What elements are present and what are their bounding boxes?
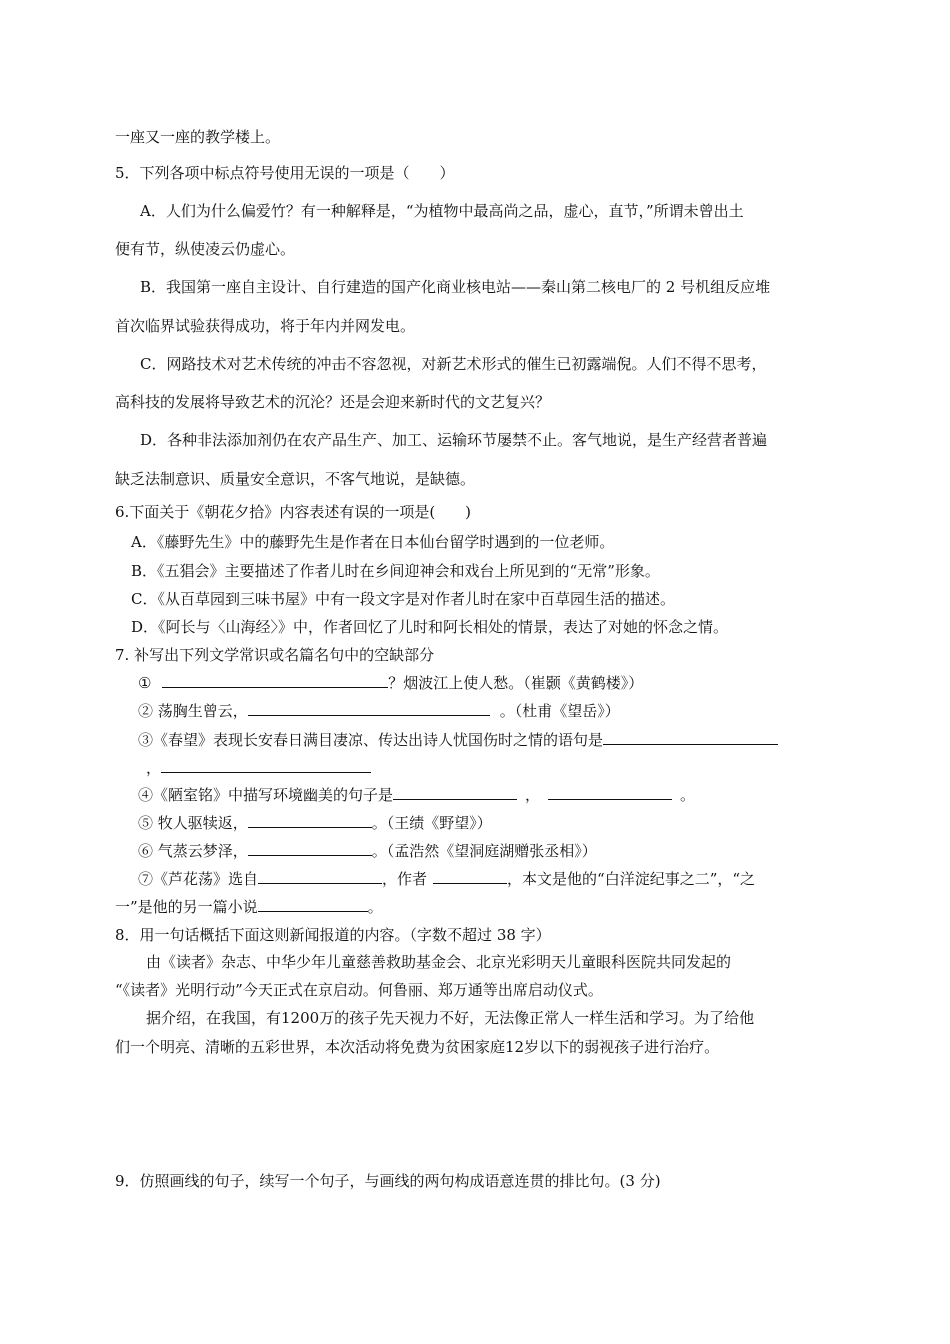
q7-item4-blank-1[interactable] [393,785,517,800]
q8-news-p2-line2: 们一个明亮、清晰的五彩世界，本次活动将免费为贫困家庭12岁以下的弱视孩子进行治疗。 [115,1038,720,1056]
q7-item2-text: ② 荡胸生曾云， [138,702,248,720]
q7-item3 [138,730,778,750]
q7-item3-line2 [146,758,371,778]
q7-item6-source: 。（孟浩然《望洞庭湖赠张丞相》） [371,842,597,860]
q7-item7-author-label: ，作者 [382,870,428,888]
q5-option-c-line2: 高科技的发展将导致艺术的沉沦？还是会迎来新时代的文艺复兴？ [115,393,551,411]
q8-stem: 8．用一句话概括下面这则新闻报道的内容。（字数不超过 38 字） [115,926,551,944]
q7-item7-text: ⑦《芦花荡》选自 [138,870,259,888]
q7-item1-text: ？烟波江上使人愁。（崔颢《黄鹤楼》） [388,674,644,692]
q7-item3-blank-2[interactable] [161,758,371,773]
q7-item7-line2 [115,897,383,917]
q7-item6-text: ⑥ 气蒸云梦泽， [138,842,248,860]
q7-item2-blank[interactable] [248,701,490,716]
q7-item2 [138,701,620,721]
q6-option-b: B．《五猖会》主要描述了作者儿时在乡间迎神会和戏台上所见到的“无常”形象。 [131,562,660,580]
q7-item1-blank[interactable] [162,673,388,688]
q7-item4-period: 。 [680,786,696,804]
q5-option-b-line1: B．我国第一座自主设计、自行建造的国产化商业核电站——秦山第二核电厂的 2 号机组反应堆 [140,278,771,296]
q7-item3-text: ③《春望》表现长安春日满目凄凉、传达出诗人忧国伤时之情的语句是 [138,731,604,749]
q7-item7-end: 。 [367,898,383,916]
q9-stem: 9．仿照画线的句子，续写一个句子，与画线的两句构成语意连贯的排比句。(3 分) [115,1172,661,1190]
q5-option-c-line1: C．网路技术对艺术传统的冲击不容忽视，对新艺术形式的催生已初露端倪。人们不得不思考， [140,355,767,373]
continuation-text: 一座又一座的教学楼上。 [115,128,281,146]
q6-stem: 6.下面关于《朝花夕拾》内容表述有误的一项是( ) [115,503,472,521]
q5-option-b-line2: 首次临界试验获得成功，将于年内并网发电。 [115,317,416,335]
q7-item4-comma: ， [525,786,541,804]
q5-option-d-line2: 缺乏法制意识、质量安全意识，不客气地说，是缺德。 [115,470,476,488]
q6-option-d: D．《阿长与〈山海经〉》中，作者回忆了儿时和阿长相处的情景，表达了对她的怀念之情。 [131,618,729,636]
q5-stem: 5．下列各项中标点符号使用无误的一项是（ ） [115,164,455,182]
q8-news-p1-line1: 由《读者》杂志、中华少年儿童慈善救助基金会、北京光彩明天儿童眼科医院共同发起的 [146,953,732,971]
q8-news-p2-line1: 据介绍，在我国，有1200万的孩子先天视力不好，无法像正常人一样生活和学习。为了给他 [146,1009,755,1027]
q8-news-p1-line2: “《读者》光明行动”今天正式在京启动。何鲁丽、郑万通等出席启动仪式。 [115,981,603,999]
q7-item4 [138,785,695,805]
q7-item7-blank-2[interactable] [433,869,507,884]
q7-item2-source: 。（杜甫《望岳》） [499,702,620,720]
q5-option-d-line1: D．各种非法添加剂仍在农产品生产、加工、运输环节屡禁不止。客气地说，是生产经营者普遍 [140,431,768,449]
q7-item6-blank[interactable] [248,841,372,856]
q7-stem: 7. 补写出下列文学常识或名篇名句中的空缺部分 [115,646,435,664]
q5-option-a-line2: 便有节，纵使凌云仍虚心。 [115,240,296,258]
q7-item7 [138,869,755,889]
q7-item3-blank-1[interactable] [603,730,778,745]
q5-option-a-line1: A．人们为什么偏爱竹？有一种解释是，“为植物中最高尚之品，虚心，直节，”所谓未曾出土 [140,202,744,220]
q7-item4-text: ④《陋室铭》中描写环境幽美的句子是 [138,786,394,804]
q7-item1 [138,673,643,693]
q7-item5-source: 。（王绩《野望》） [371,814,492,832]
q7-item5-text: ⑤ 牧人驱犊返， [138,814,248,832]
q7-item5-blank[interactable] [248,813,372,828]
q7-item7-text-tail: ，本文是他的“白洋淀纪事之二”，“之 [507,870,756,888]
q7-item5 [138,813,492,833]
q6-option-c: C．《从百草园到三味书屋》中有一段文字是对作者儿时在家中百草园生活的描述。 [131,590,675,608]
q7-item1-number: ① [138,674,152,692]
q7-item7-blank-1[interactable] [258,869,382,884]
q7-item6 [138,841,597,861]
q6-option-a: A．《藤野先生》中的藤野先生是作者在日本仙台留学时遇到的一位老师。 [131,533,615,551]
q7-item4-blank-2[interactable] [548,785,672,800]
q7-item7-line2-text: 一”是他的另一篇小说 [115,898,258,916]
q7-item7-blank-3[interactable] [258,897,368,912]
q7-item3-comma: ， [146,759,162,777]
